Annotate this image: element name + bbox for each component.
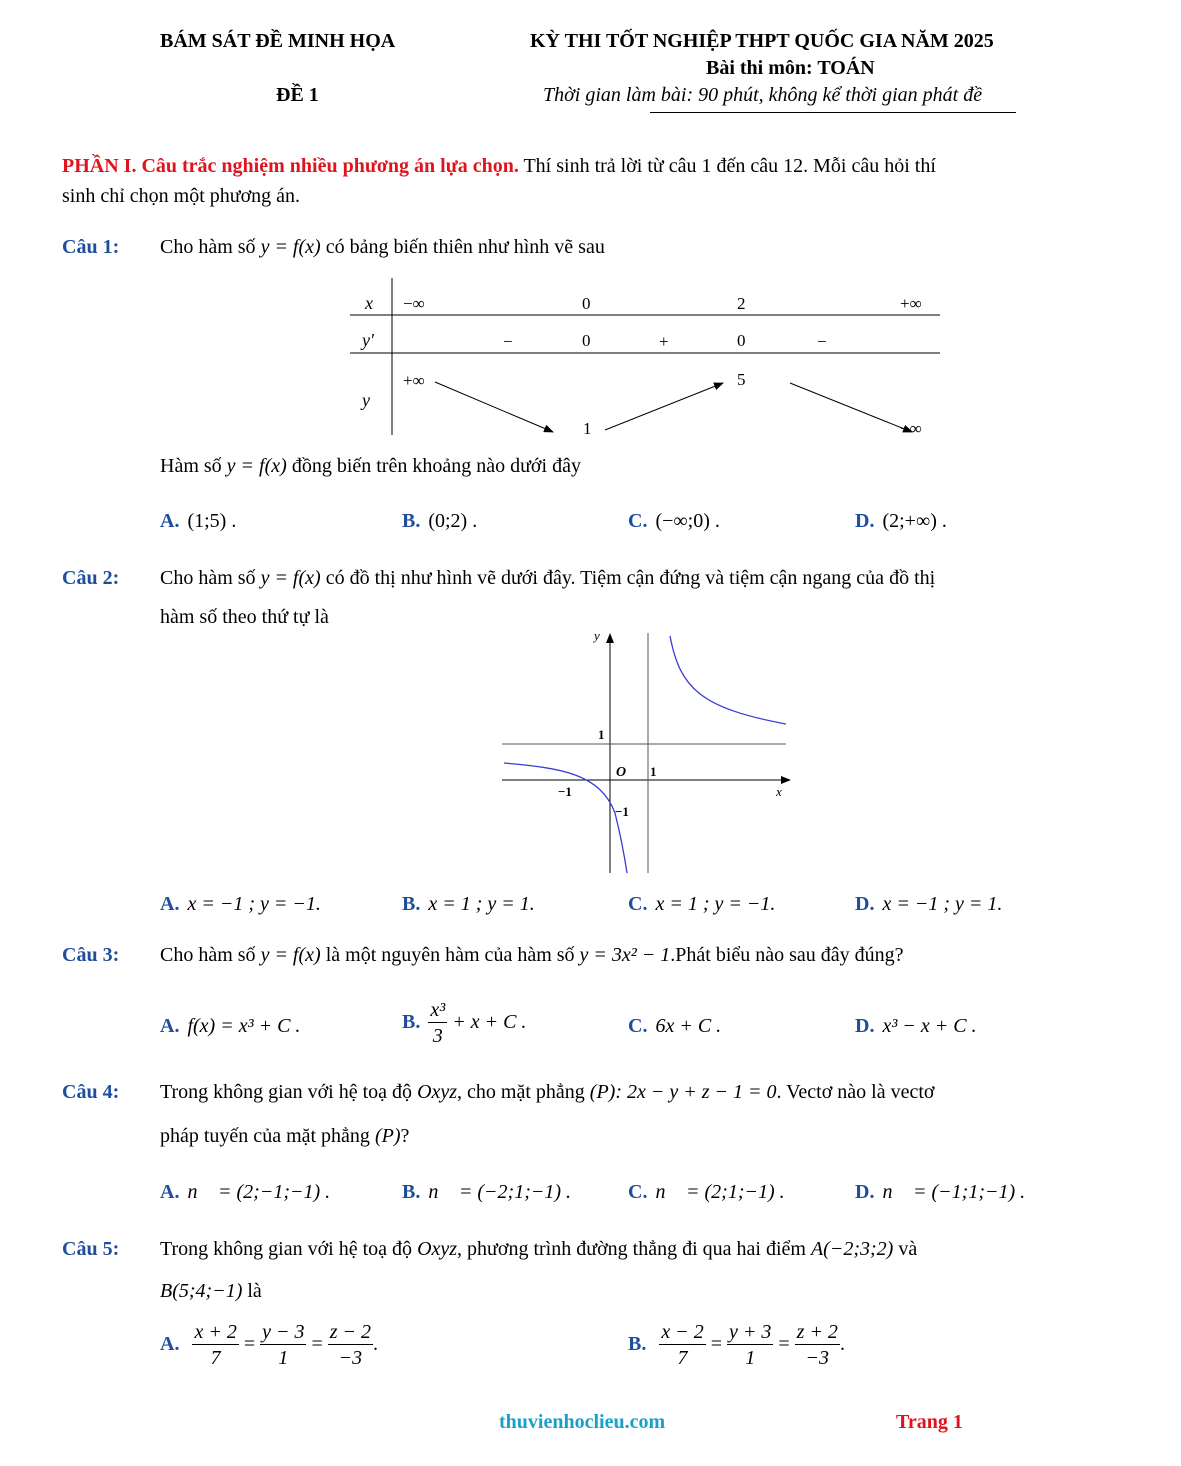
q3-stem-c: .Phát biểu nào sau đây đúng? [670, 944, 904, 966]
q5-stem-b: , phương trình đường thẳng đi qua hai điểm [457, 1238, 811, 1260]
option-text: + x + C . [452, 1011, 527, 1034]
q3-stem [160, 944, 904, 967]
q3-stem-a: Cho hàm số [160, 944, 261, 966]
q1-option-b[interactable] [402, 510, 477, 533]
q5-stem-c: và [893, 1238, 918, 1260]
option-text: n⃗ = (2;1;−1) . [655, 1181, 785, 1203]
option-label: B. [402, 1181, 421, 1203]
q3-option-c[interactable] [628, 1015, 721, 1038]
option-label: D. [855, 510, 875, 532]
q4-option-d[interactable] [855, 1181, 1025, 1204]
curve-right-branch [670, 636, 786, 724]
option-label: A. [160, 510, 180, 532]
fraction-denominator: −3 [338, 1347, 363, 1369]
q1-stem2-a: Hàm số [160, 455, 227, 477]
q2-stem [160, 567, 935, 590]
q4-stem [160, 1081, 934, 1104]
yprime-sign-1: − [503, 332, 513, 351]
tick-x-neg1: −1 [558, 784, 572, 799]
q4-label: Câu 4: [62, 1081, 120, 1103]
function-graph [500, 628, 795, 878]
header-exam-code: ĐỀ 1 [276, 84, 319, 106]
option-label: D. [855, 893, 875, 915]
q2-label: Câu 2: [62, 567, 120, 589]
q2-func: y = f(x) [260, 567, 321, 589]
option-text: x = −1 ; y = −1. [187, 893, 321, 915]
q2-option-c[interactable] [628, 893, 775, 916]
footer-site-link[interactable]: thuvienhoclieu.com [499, 1411, 666, 1433]
option-text: n⃗ = (−2;1;−1) . [428, 1181, 572, 1203]
q5-point-b: B(5;4;−1) [160, 1280, 243, 1302]
x-axis-label: x [776, 784, 782, 799]
option-text: (−∞;0) . [655, 510, 720, 532]
option-fraction [260, 1320, 306, 1371]
option-label: B. [628, 1333, 647, 1356]
fraction-numerator: z + 2 [796, 1321, 838, 1343]
option-text: n⃗ = (−1;1;−1) . [882, 1181, 1026, 1203]
x-value-2: 2 [737, 294, 746, 313]
option-text: x = 1 ; y = 1. [428, 893, 535, 915]
q4-stem-b: , cho mặt phẳng [457, 1081, 590, 1103]
q4-option-a[interactable] [160, 1181, 330, 1204]
option-label: B. [402, 1011, 421, 1034]
arrow-decreasing-2 [790, 383, 912, 432]
fraction-denominator: 1 [745, 1347, 756, 1369]
q1-stem2-b: đồng biến trên khoảng nào dưới đây [286, 455, 581, 477]
q3-label: Câu 3: [62, 944, 120, 966]
tick-y-neg1: −1 [615, 804, 629, 819]
option-text: x = −1 ; y = 1. [882, 893, 1003, 915]
x-value-neg-inf: −∞ [403, 294, 425, 313]
q5-stem-d: là [242, 1280, 262, 1302]
q3-func: y = f(x) [260, 944, 321, 966]
q4-option-b[interactable] [402, 1181, 571, 1204]
q1-option-d[interactable] [855, 510, 947, 533]
header-divider [650, 112, 1016, 113]
option-fraction [428, 998, 447, 1049]
q4-stem-2 [160, 1125, 409, 1148]
tick-y-1: 1 [598, 727, 605, 742]
q3-option-d[interactable] [855, 1015, 977, 1038]
header-exam-title: KỲ THI TỐT NGHIỆP THPT QUỐC GIA NĂM 2025 [530, 30, 994, 52]
q5-stem-a: Trong không gian với hệ toạ độ [160, 1238, 418, 1260]
fraction-denominator: 7 [210, 1347, 221, 1369]
fraction-numerator: y − 3 [262, 1321, 305, 1343]
option-fraction [192, 1320, 238, 1371]
q4-stem-d: pháp tuyến của mặt phẳng [160, 1125, 375, 1147]
option-label: C. [628, 893, 648, 915]
part1-title: PHẦN I. Câu trắc nghiệm nhiều phương án lựa chọn. [62, 155, 519, 177]
q3-func2: y = 3x² − 1 [579, 944, 671, 966]
row-x-label: x [365, 293, 373, 313]
q1-func: y = f(x) [260, 236, 321, 258]
q1-stem-2 [160, 455, 581, 478]
arrow-decreasing-1 [435, 382, 553, 432]
q2-stem-c: hàm số theo thứ tự là [160, 606, 329, 628]
y-value-pos-inf: +∞ [403, 371, 425, 390]
fraction-numerator: y + 3 [729, 1321, 772, 1343]
option-text: (1;5) . [187, 510, 237, 532]
option-label: A. [160, 1181, 180, 1203]
header-time: Thời gian làm bài: 90 phút, không kể thời gian phát đề [543, 84, 983, 106]
q2-option-d[interactable] [855, 893, 1002, 916]
footer-page-number: Trang 1 [896, 1411, 963, 1433]
tick-x-1: 1 [650, 764, 657, 779]
q5-oxyz: Oxyz [417, 1238, 458, 1260]
y-axis-label: y [594, 628, 600, 643]
option-text: 6x + C . [655, 1015, 722, 1037]
option-text: f(x) = x³ + C . [187, 1015, 301, 1037]
part1-intro [62, 155, 936, 178]
q5-stem [160, 1238, 917, 1261]
q1-stem [160, 236, 605, 259]
option-label: B. [402, 893, 421, 915]
option-label: B. [402, 510, 421, 532]
option-text: (0;2) . [428, 510, 478, 532]
q4-plane-name: (P) [374, 1125, 401, 1147]
q5-label: Câu 5: [62, 1238, 120, 1260]
q1-stem-b: có bảng biến thiên như hình vẽ sau [320, 236, 605, 258]
variation-table [340, 275, 950, 440]
fraction-denominator: 7 [677, 1347, 688, 1369]
option-text: n⃗ = (2;−1;−1) . [187, 1181, 331, 1203]
option-label: C. [628, 1015, 648, 1037]
option-text: (2;+∞) . [882, 510, 947, 532]
option-label: C. [628, 1181, 648, 1203]
fraction-numerator: x³ [430, 999, 446, 1021]
q2-option-a[interactable] [160, 893, 321, 916]
option-fraction [659, 1320, 705, 1371]
yprime-zero-1: 0 [582, 331, 591, 350]
header-subject: Bài thi môn: TOÁN [706, 57, 875, 79]
yprime-sign-2: + [659, 332, 669, 351]
fraction-numerator: x − 2 [661, 1321, 704, 1343]
q4-stem-c: . Vectơ nào là vectơ [776, 1081, 935, 1103]
y-value-neg-inf: −∞ [900, 419, 922, 438]
q1-option-c[interactable] [628, 510, 720, 533]
q1-option-a[interactable] [160, 510, 236, 533]
q1-label: Câu 1: [62, 236, 120, 258]
q2-stem-a: Cho hàm số [160, 567, 261, 589]
option-fraction [795, 1320, 840, 1371]
header-left-top: BÁM SÁT ĐỀ MINH HỌA [160, 30, 396, 52]
q5-point-a: A(−2;3;2) [810, 1238, 894, 1260]
option-label: A. [160, 893, 180, 915]
q3-option-b[interactable] [402, 998, 526, 1049]
q4-option-c[interactable] [628, 1181, 785, 1204]
y-value-5: 5 [737, 370, 746, 389]
q5-option-b[interactable]: B. $\frac{x - 2}{7}$ = $\frac{y + 3}{1}$ = $\frac{z + 2}{-3}$ . [628, 1321, 845, 1369]
q1-stem-a: Cho hàm số [160, 236, 261, 258]
q3-option-a[interactable] [160, 1015, 300, 1038]
q4-stem-a: Trong không gian với hệ toạ độ [160, 1081, 418, 1103]
part1-text-1: Thí sinh trả lời từ câu 1 đến câu 12. Mỗi câu hỏi thí [518, 155, 936, 177]
origin-label: O [616, 765, 627, 780]
option-fraction [328, 1320, 373, 1371]
x-value-0: 0 [582, 294, 591, 313]
q4-plane: (P): 2x − y + z − 1 = 0 [589, 1081, 777, 1103]
option-label: A. [160, 1015, 180, 1037]
q3-stem-b: là một nguyên hàm của hàm số [320, 944, 580, 966]
fraction-numerator: x + 2 [194, 1321, 237, 1343]
part1-text-2: sinh chỉ chọn một phương án. [62, 185, 301, 207]
option-label: C. [628, 510, 648, 532]
fraction-numerator: z − 2 [329, 1321, 372, 1343]
yprime-sign-3: − [817, 332, 827, 351]
q2-stem-b: có đồ thị như hình vẽ dưới đây. Tiệm cận đứng và tiệm cận ngang của đồ thị [320, 567, 936, 589]
q5-option-a[interactable]: A. $\frac{x + 2}{7}$ = $\frac{y - 3}{1}$ = $\frac{z - 2}{-3}$ . [160, 1321, 379, 1369]
fraction-denominator: 1 [278, 1347, 289, 1369]
q1-func-2: y = f(x) [226, 455, 287, 477]
option-text: x = 1 ; y = −1. [655, 893, 776, 915]
row-y-label: y [362, 390, 370, 410]
option-text: x³ − x + C . [882, 1015, 977, 1037]
q2-option-b[interactable] [402, 893, 535, 916]
y-value-1: 1 [583, 419, 592, 438]
q4-stem-e: ? [400, 1125, 410, 1147]
fraction-denominator: −3 [805, 1347, 830, 1369]
row-yprime-label: y′ [362, 330, 374, 350]
option-label: D. [855, 1015, 875, 1037]
option-fraction [727, 1320, 773, 1371]
yprime-zero-2: 0 [737, 331, 746, 350]
q5-stem-2 [160, 1280, 262, 1303]
q4-oxyz: Oxyz [417, 1081, 458, 1103]
option-label: D. [855, 1181, 875, 1203]
x-value-pos-inf: +∞ [900, 294, 922, 313]
fraction-denominator: 3 [432, 1025, 443, 1047]
arrow-increasing [605, 383, 723, 430]
option-label: A. [160, 1333, 180, 1356]
